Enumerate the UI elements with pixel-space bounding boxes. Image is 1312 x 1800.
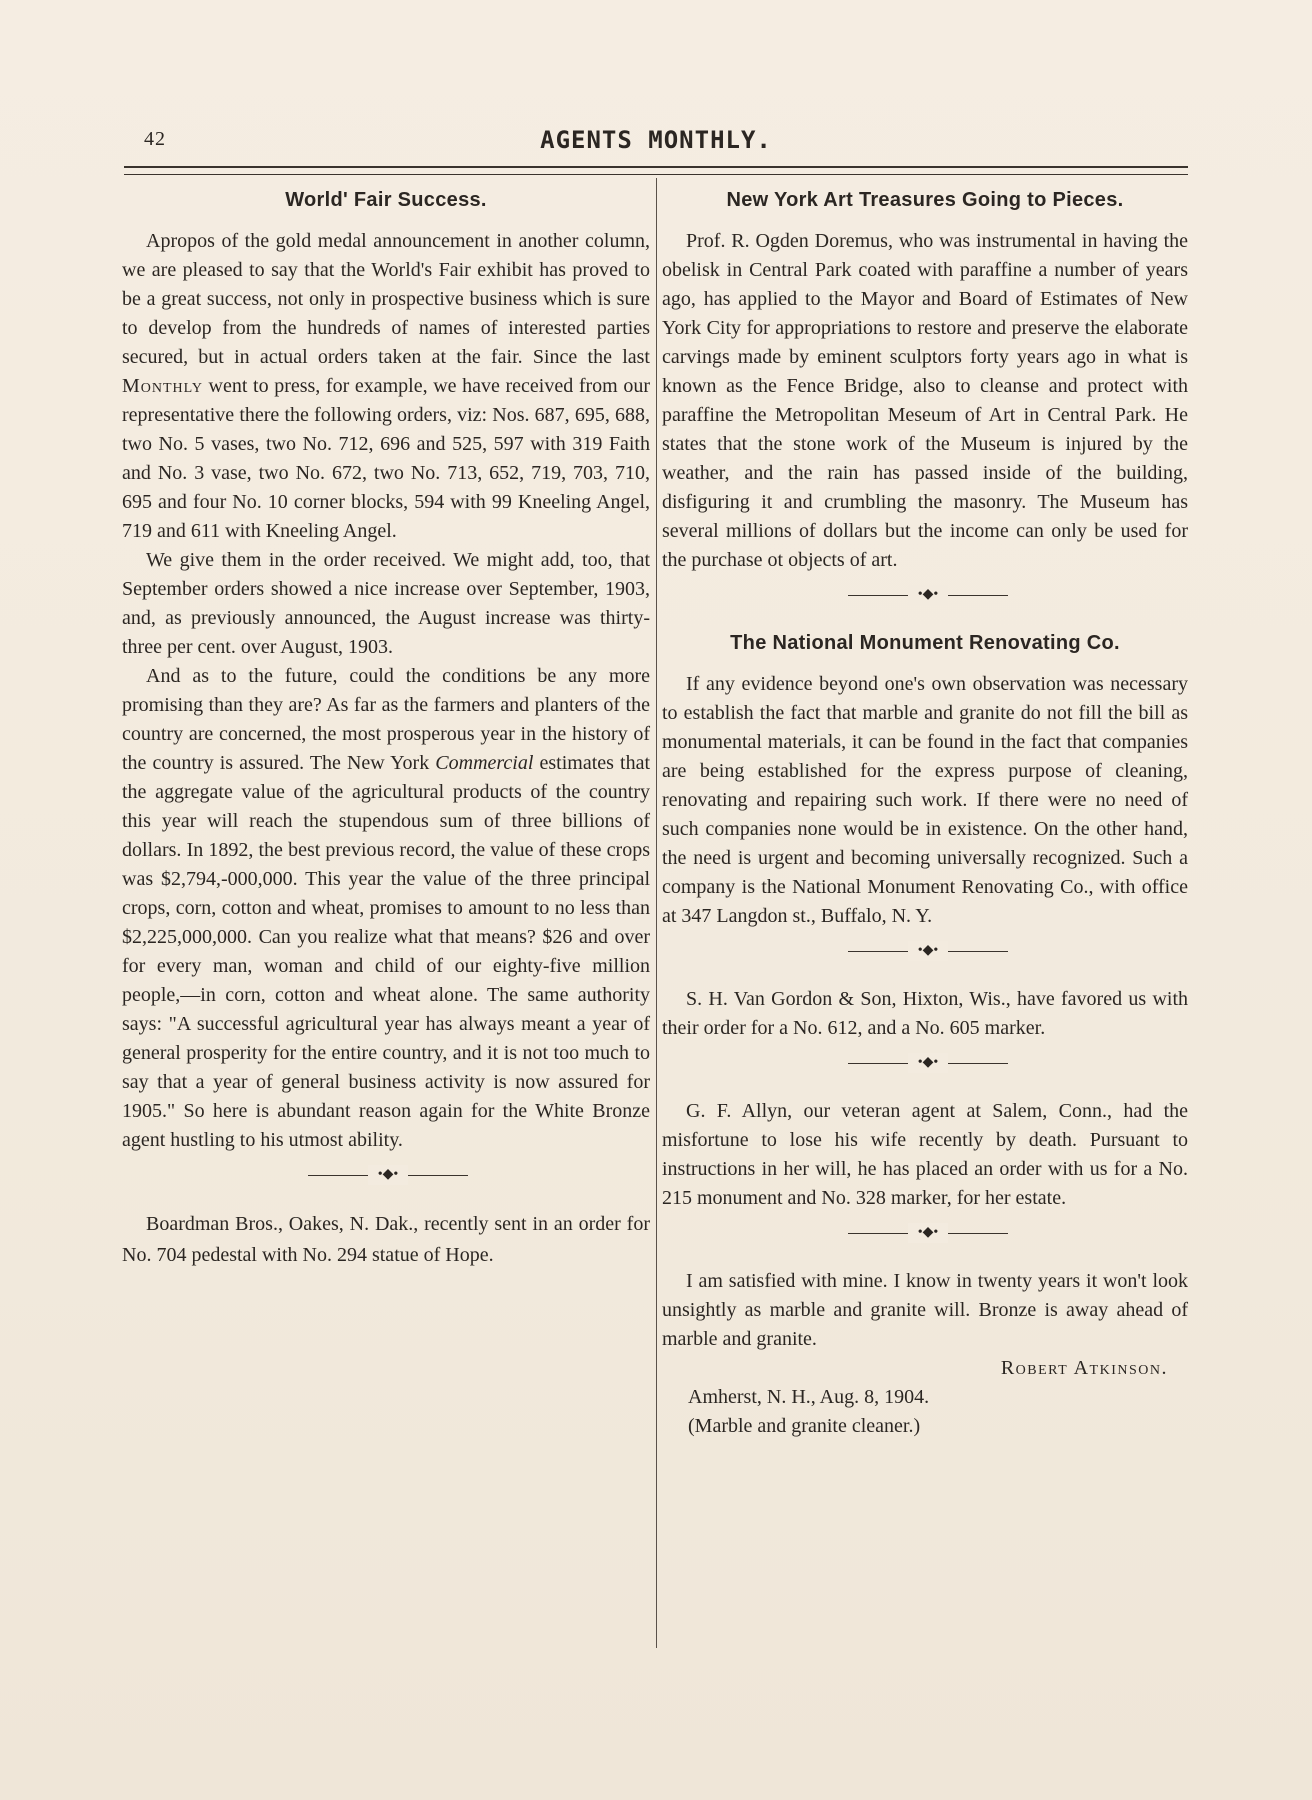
article-title-worlds-fair: World' Fair Success. [285,189,487,211]
signature: Robert Atkinson. [1000,1357,1168,1379]
paragraph: If any evidence beyond one's own observation was necessary to establish the fact that marble and granite do not fill the bill as monumental materials, it can be found in the fact that companies are being established for the express purpose of cleaning, renovating and repairing such work. If there were no need of such companies none would be in existence. On the other hand, the need is urgent and becoming universally recognized. Such a company is the National Monument Renovating Co., with office at 347 Langdon st., Buffalo, N. Y. [662,673,1188,927]
paragraph: S. H. Van Gordon & Son, Hixton, Wis., have favored us with their order for a No. 612, and a No. 605 marker. [662,988,1188,1039]
signature-line [662,1354,1188,1383]
header-rule [124,166,1188,175]
section-ornament: •◆• [662,941,1188,963]
paragraph: Boardman Bros., Oakes, N. Dak., recently sent in an order for No. 704 pedestal with No. 294 statue of Hope. [122,1213,650,1266]
column-divider [656,178,657,1648]
right-column [662,182,1188,1441]
section-ornament: •◆• [662,1053,1188,1075]
paragraph: We give them in the order received. We might add, too, that September orders showed a nice increase over September, 1903, and, as previously announced, the August increase was thirty-three per cent. over August, 1903. [122,549,650,658]
testimonial: I am satisfied with mine. I know in twenty years it won't look unsightly as marble and granite will. Bronze is away ahead of marble and granite. [662,1270,1188,1350]
article-title-art-treasures: New York Art Treasures Going to Pieces. [726,189,1124,211]
page-number: 42 [144,128,166,150]
occupation: (Marble and granite cleaner.) [688,1415,921,1437]
paragraph: And as to the future, could the conditions be any more promising than they are? As far as the farmers and planters of the country are concerned, the most prosperous year in the history of the country is assured. The New York Commercial estimates that the aggregate value of the agricultural products of the country this year will reach the stupendous sum of three billions of dollars. In 1892, the best previous record, the value of these crops was $2,794,-000,000. This year the value of the three principal crops, corn, cotton and wheat, promises to amount to no less than $2,225,000,000. Can you realize what that means? $26 and over for every man, woman and child of our eighty-five million people,—in corn, cotton and wheat alone. The same authority says: "A successful agricultural year has always meant a year of general prosperity for the entire country, and it is not too much to say that a year of general business activity is now assured for 1905." So here is abundant reason again for the White Bronze agent hustling to his utmost ability. [122,665,650,1151]
paragraph: Apropos of the gold medal announcement in another column, we are pleased to say that the World's Fair exhibit has proved to be a great success, not only in prospective business which is sure to develop from the hundreds of names of interested parties secured, but in actual orders taken at the fair. Since the last Monthly went to press, for example, we have received from our representative there the following orders, viz: Nos. 687, 695, 688, two No. 5 vases, two No. 712, 696 and 525, 597 with 319 Faith and No. 3 vase, two No. 672, two No. 713, 652, 719, 703, 710, 695 and four No. 10 corner blocks, 594 with 99 Kneeling Angel, 719 and 611 with Kneeling Angel. [122,230,650,542]
left-column [122,182,650,1271]
section-ornament: •◆• [662,585,1188,607]
journal-title: AGENTS MONTHLY. [540,126,772,154]
paragraph: G. F. Allyn, our veteran agent at Salem, Conn., had the misfortune to lose his wife recently by death. Pursuant to instructions in her will, he has placed an order with us for a No. 215 monument and No. 328 marker, for her estate. [662,1100,1188,1209]
running-head [124,126,1188,160]
section-ornament: •◆• [122,1165,650,1187]
section-ornament: •◆• [662,1223,1188,1245]
place-date: Amherst, N. H., Aug. 8, 1904. [688,1386,930,1408]
paragraph: Prof. R. Ogden Doremus, who was instrumental in having the obelisk in Central Park coated with paraffine a number of years ago, has applied to the Mayor and Board of Estimates of New York City for appropriations to restore and preserve the elaborate carvings made by eminent sculptors forty years ago in what is known as the Fence Bridge, also to cleanse and protect with paraffine the Metropolitan Meseum of Art in Central Park. He states that the stone work of the Museum is injured by the weather, and the rain has passed inside of the building, disfiguring it and crumbling the masonry. The Museum has several millions of dollars but the income can only be used for the purchase ot objects of art. [662,230,1188,571]
article-title-renovating-co: The National Monument Renovating Co. [730,632,1120,654]
